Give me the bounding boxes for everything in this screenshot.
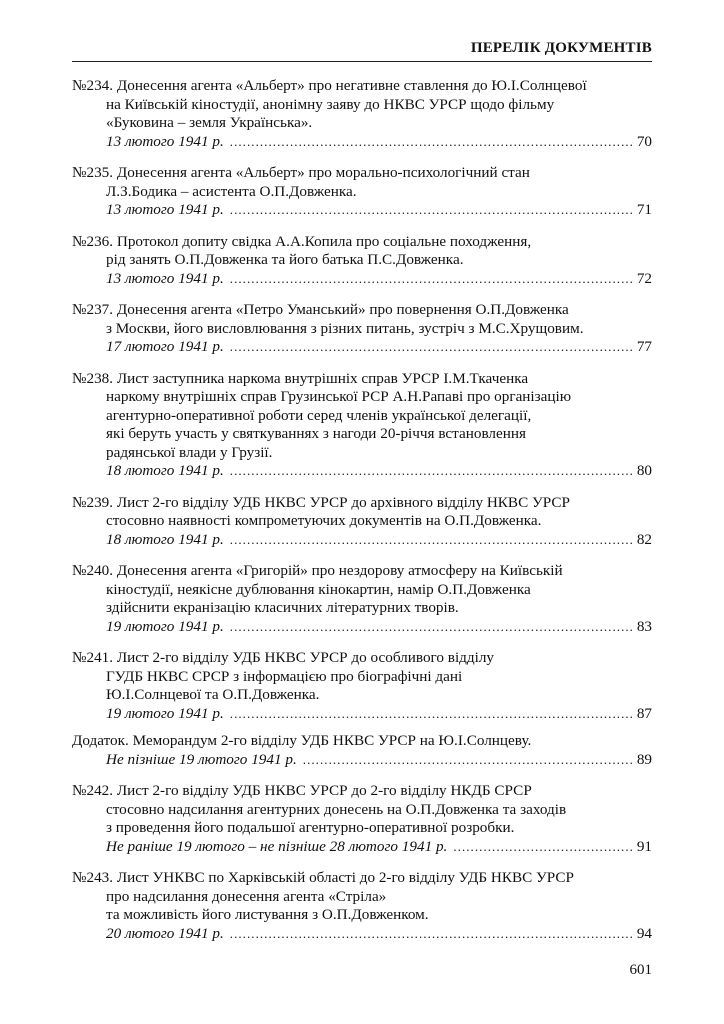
entry-dateline [72,531,652,550]
entry-date: Не пізніше 19 лютого 1941 р. [106,750,297,768]
entry-dateline [72,133,652,152]
entry-title: №242. Лист 2-го відділу УДБ НКВС УРСР до 2-го відділу НКДБ СРСР [72,782,532,799]
entry-title-continuation: «Буковина – земля Українська». [106,114,313,131]
entry-dateline [72,462,652,481]
entry-title: №239. Лист 2-го відділу УДБ НКВС УРСР до архівного відділу НКВС УРСР [72,493,570,511]
entry-date: 19 лютого 1941 р. [106,704,224,722]
dot-leader [230,925,634,944]
dot-leader [230,531,634,550]
entry-dateline [72,270,652,289]
entry-title-continuation: ГУДБ НКВС СРСР з інформацією про біографічні дані [106,667,463,685]
dot-leader [453,838,633,857]
entry-title-continuation: кіностудії, неякісне дублювання кінокартин, намір О.П.Довженка [106,580,531,598]
list-item [72,233,652,289]
entry-date: 13 лютого 1941 р. [106,201,224,218]
entry-page-number: 71 [636,201,652,218]
list-item [72,562,652,636]
list-item [72,782,652,856]
entry-date: 18 лютого 1941 р. [106,530,224,548]
entry-date: 18 лютого 1941 р. [106,462,224,479]
entry-date: 20 лютого 1941 р. [106,924,224,942]
dot-leader [230,618,634,637]
entry-title-continuation: Ю.І.Солнцевої та О.П.Довженка. [106,686,320,703]
dot-leader [230,133,634,152]
dot-leader [230,338,634,357]
entry-title-continuation: та можливість його листування з О.П.Довженком. [106,906,429,923]
entry-page-number: 82 [636,530,652,548]
entry-title-continuation: стосовно надсилання агентурних донесень на О.П.Довженка та заходів [106,800,567,818]
list-item [72,77,652,151]
entry-title-continuation: наркому внутрішніх справ Грузинської РСР А.Н.Рапаві про організацію [106,388,572,405]
entry-page-number: 94 [636,924,652,942]
entry-title-continuation: радянської влади у Грузії. [106,443,273,461]
entry-title-continuation: Л.З.Бодика – асистента О.П.Довженка. [106,182,357,200]
entry-title-continuation: стосовно наявності компрометуючих документів на О.П.Довженка. [106,512,542,529]
list-item [72,869,652,943]
list-item [72,732,652,769]
entry-title-continuation: агентурно-оперативної роботи серед членів української делегації, [106,406,532,424]
dot-leader [230,462,634,481]
entry-dateline [72,201,652,220]
entry-dateline [72,838,652,857]
entry-title: №235. Донесення агента «Альберт» про морально-психологічний стан [72,164,530,181]
entry-date: 17 лютого 1941 р. [106,338,224,355]
entry-title-continuation: здійснити екранізацію класичних літературних творів. [106,599,459,616]
entry-page-number: 89 [636,750,652,768]
page-number: 601 [629,962,652,978]
entry-title-continuation: з Москви, його висловлювання з різних питань, зустріч з М.С.Хрущовим. [106,319,584,337]
header-rule [72,61,652,62]
entry-title: №240. Донесення агента «Григорій» про нездорову атмосферу на Київській [72,562,563,579]
dot-leader [230,270,634,289]
entry-dateline [72,705,652,724]
running-title: ПЕРЕЛІК ДОКУМЕНТІВ [470,40,652,56]
entry-title-continuation: на Київській кіностудії, анонімну заяву до НКВС УРСР щодо фільму [106,95,555,113]
entry-title-continuation: про надсилання донесення агента «Стріла» [106,887,387,905]
entry-page-number: 77 [636,338,652,355]
list-item [72,301,652,357]
entry-page-number: 87 [636,704,652,722]
entry-dateline [72,618,652,637]
entry-dateline [72,925,652,944]
entry-page-number: 70 [636,132,652,150]
entry-date: 19 лютого 1941 р. [106,617,224,635]
entry-title: №237. Донесення агента «Петро Уманський» про повернення О.П.Довженка [72,301,569,318]
entry-date: 13 лютого 1941 р. [106,132,224,150]
entry-page-number: 83 [636,617,652,635]
entry-title: №238. Лист заступника наркома внутрішніх справ УРСР І.М.Ткаченка [72,369,529,387]
entry-date: Не раніше 19 лютого – не пізніше 28 лютого 1941 р. [106,837,448,855]
list-item [72,494,652,550]
entry-title: Додаток. Меморандум 2-го відділу УДБ НКВС УРСР на Ю.І.Солнцеву. [72,732,532,749]
entry-page-number: 80 [636,462,652,479]
list-item [72,649,652,723]
entry-title: №236. Протокол допиту свідка А.А.Копила про соціальне походження, [72,232,532,250]
dot-leader [303,751,634,770]
entry-page-number: 72 [636,269,652,287]
entry-title: №241. Лист 2-го відділу УДБ НКВС УРСР до особливого відділу [72,649,495,666]
list-item [72,164,652,220]
entry-title: №243. Лист УНКВС по Харківській області до 2-го відділу УДБ НКВС УРСР [72,869,574,886]
entry-title-continuation: рід занять О.П.Довженка та його батька П.С.Довженка. [106,251,464,268]
dot-leader [230,705,634,724]
page-header [72,40,652,62]
entry-page-number: 91 [636,837,652,855]
entry-dateline [72,751,652,770]
entry-date: 13 лютого 1941 р. [106,269,224,287]
entry-title: №234. Донесення агента «Альберт» про негативне ставлення до Ю.І.Солнцевої [72,77,587,94]
list-item [72,370,652,481]
document-list [72,77,652,956]
entry-title-continuation: які беруть участь у святкуваннях з нагоди 20-річчя встановлення [106,425,526,442]
dot-leader [230,201,634,220]
entry-dateline [72,338,652,357]
entry-title-continuation: з проведення його подальшої агентурно-оперативної розробки. [106,819,515,836]
